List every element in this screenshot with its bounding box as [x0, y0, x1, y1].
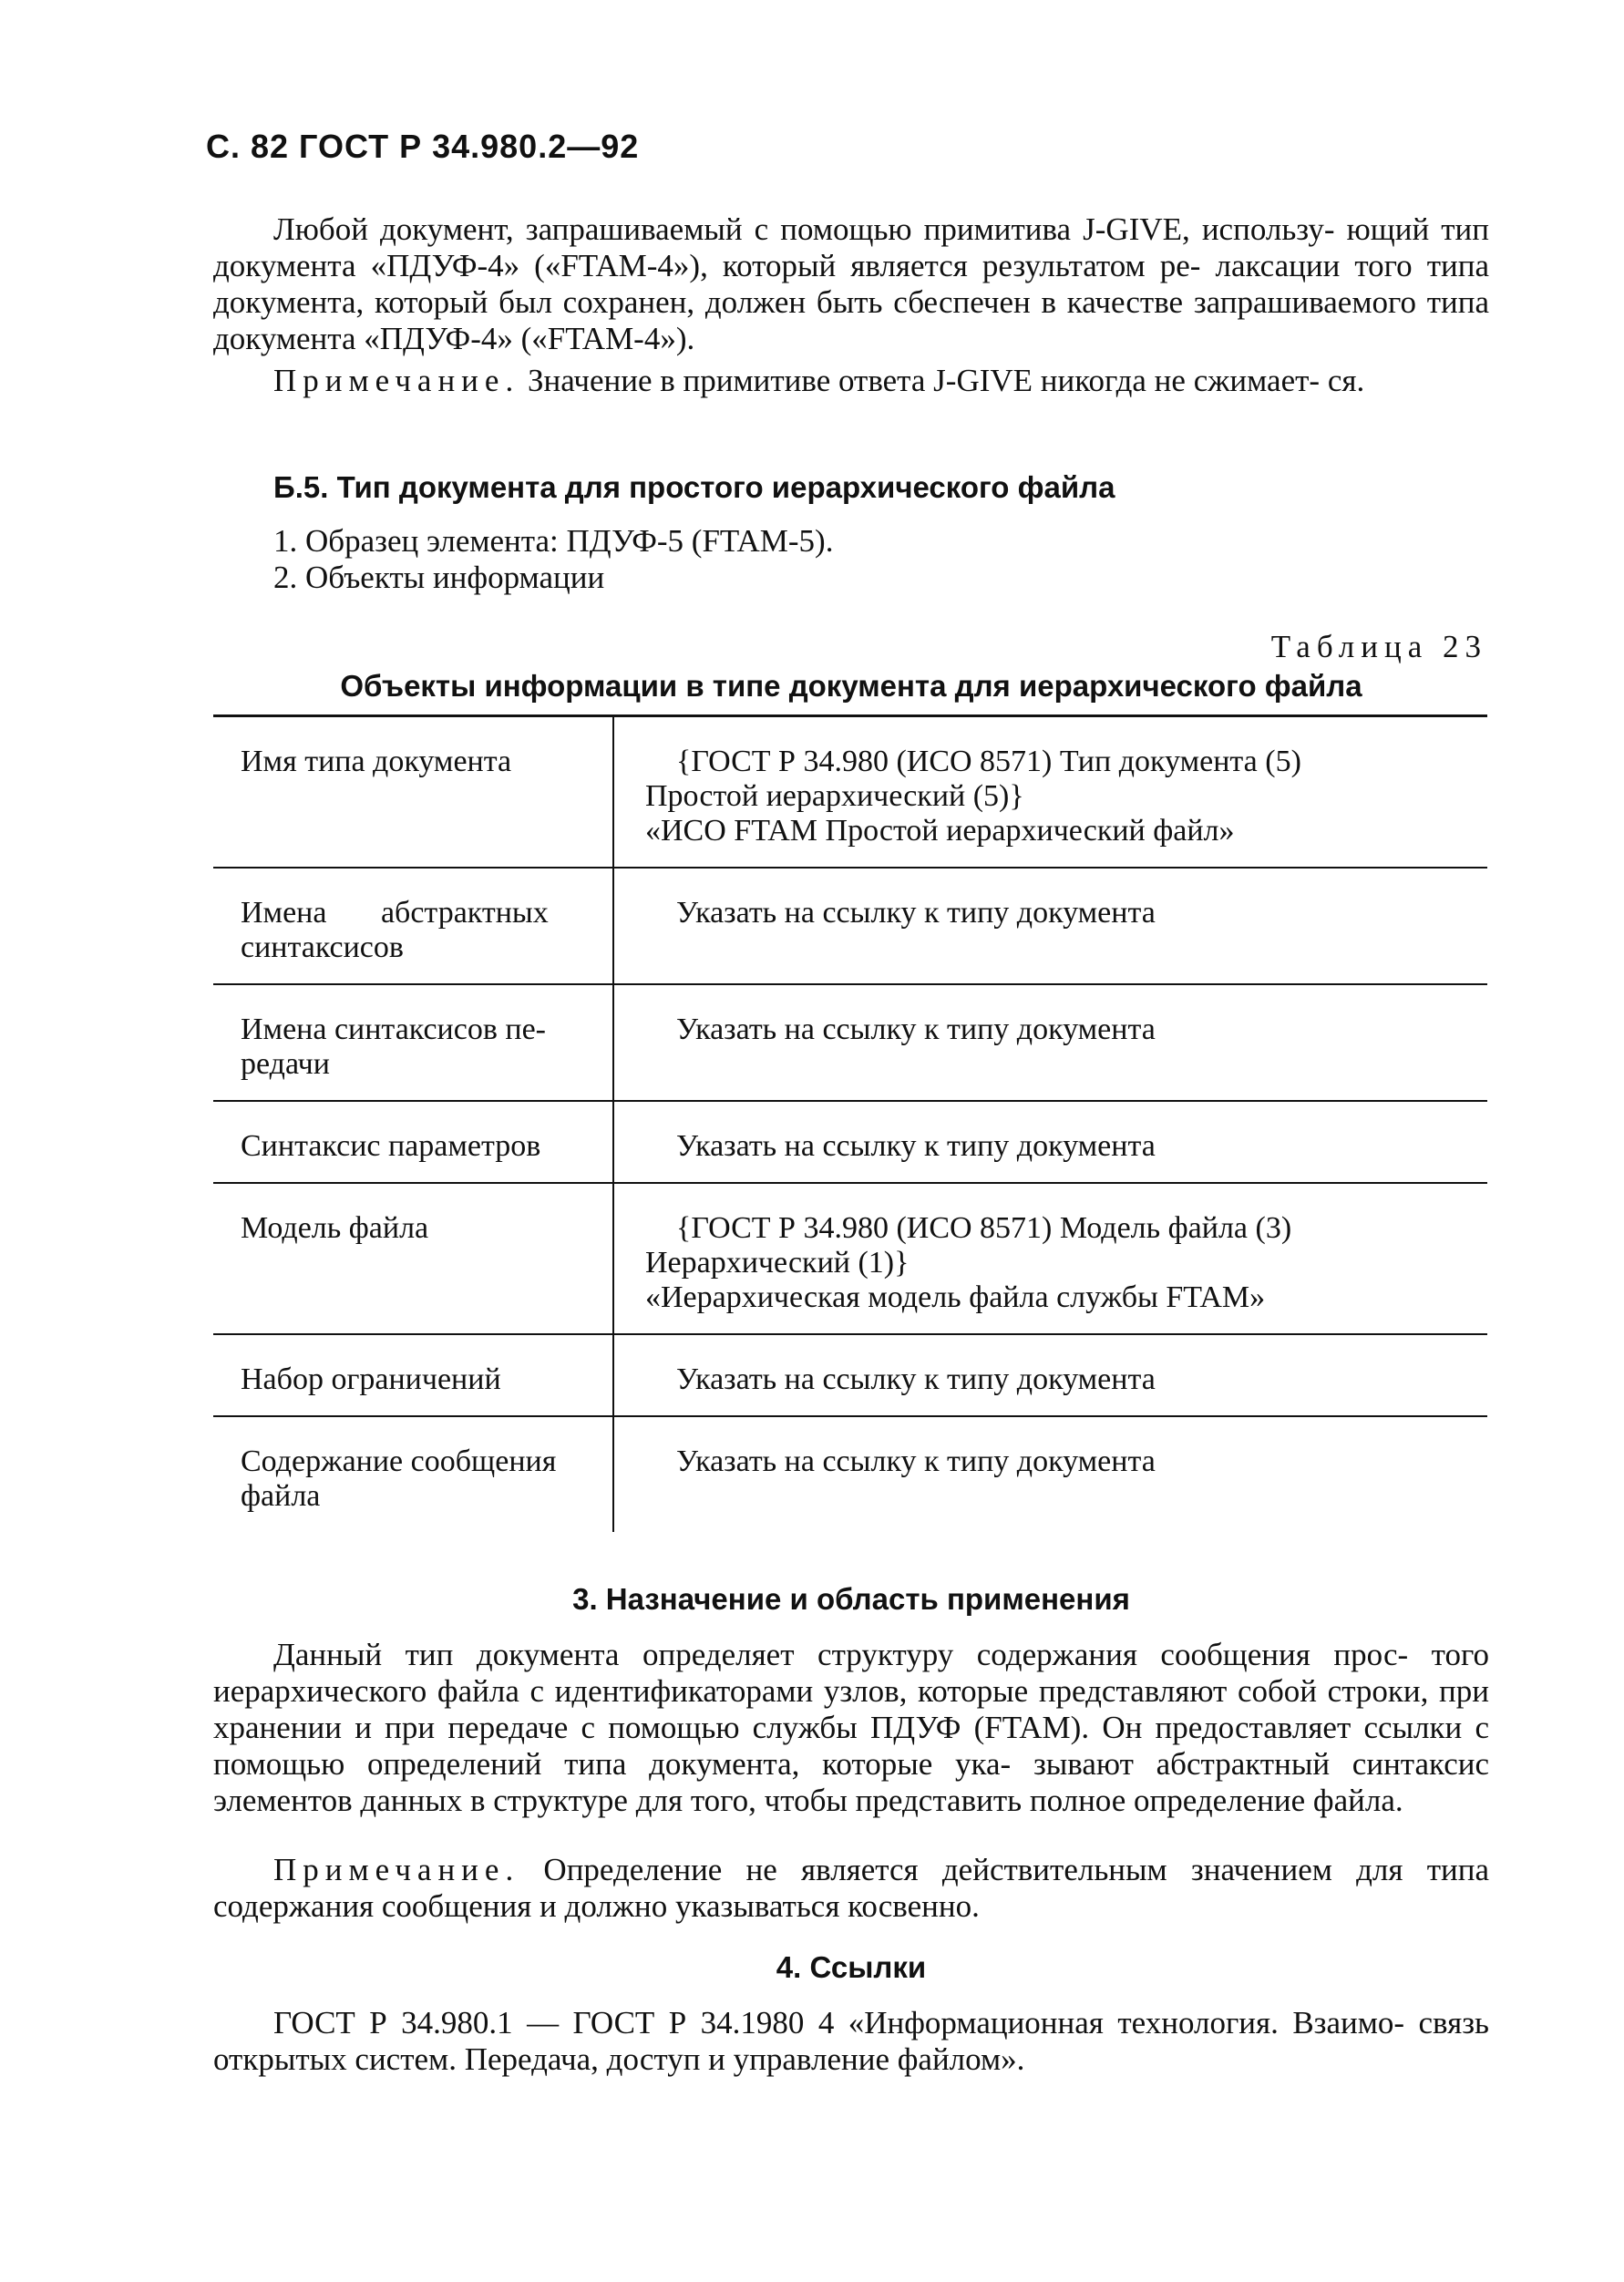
table-cell-name — [213, 985, 614, 1100]
note-label: Примечание. — [273, 363, 520, 398]
intro-paragraph — [213, 211, 1489, 357]
cell-line: синтаксисов — [241, 930, 404, 964]
note-text: типа содержания сообщения и должно указываться косвенно. — [213, 1852, 1489, 1924]
table-cell-value — [614, 1184, 1487, 1333]
section-4-paragraph — [213, 2005, 1489, 2078]
table-cell-name — [213, 1417, 614, 1532]
paragraph-line: Данный тип документа определяет структуру содержания сообщения прос- — [273, 1637, 1409, 1672]
cell-line: Указать на ссылку к типу документа — [676, 1129, 1156, 1163]
table-title: Объекты информации в типе документа для иерархического файла — [340, 669, 1362, 703]
note-text: ся. — [1327, 363, 1365, 398]
note-1 — [213, 363, 1489, 399]
paragraph-line: того иерархического файла с идентификаторами узлов, которые представляют — [213, 1637, 1489, 1709]
cell-line: Указать на ссылку к типу документа — [676, 896, 1156, 930]
table-cell-value — [614, 1102, 1487, 1182]
table-row — [213, 869, 1487, 985]
cell-line: Имена абстрактных — [241, 896, 549, 930]
table-row — [213, 985, 1487, 1102]
list-item: 2. Объекты информации — [273, 560, 605, 595]
paragraph-line: собой строки, при хранении и при передаче с помощью службы ПДУФ (FTAM). — [213, 1673, 1489, 1745]
cell-line: {ГОСТ Р 34.980 (ИСО 8571) Тип документа (5) — [676, 745, 1301, 778]
intro-line: ющий тип документа «ПДУФ-4» («FTAM-4»), который является результатом ре- — [213, 211, 1490, 283]
table-cell-name — [213, 869, 614, 983]
table-row — [213, 1184, 1487, 1335]
table-cell-value — [614, 869, 1487, 983]
section-3-title: 3. Назначение и область применения — [572, 1582, 1130, 1616]
paragraph-line: Он предоставляет ссылки с помощью определений типа документа, которые ука- — [213, 1710, 1490, 1782]
cell-line: Имена синтаксисов пе- — [241, 1013, 547, 1046]
table-row — [213, 1335, 1487, 1417]
table-cell-name — [213, 1184, 614, 1333]
table-cell-name — [213, 1335, 614, 1415]
table-row — [213, 1102, 1487, 1184]
paragraph-line: зывают абстрактный синтаксис элементов данных в структуре для того, чтобы — [213, 1746, 1489, 1818]
cell-line: «Иерархическая модель файла службы FTAM» — [645, 1280, 1266, 1314]
note-2 — [213, 1852, 1489, 1925]
cell-line: Указать на ссылку к типу документа — [676, 1362, 1156, 1396]
section-3-paragraph — [213, 1637, 1489, 1819]
cell-line: {ГОСТ Р 34.980 (ИСО 8571) Модель файла (3) — [676, 1211, 1292, 1245]
cell-line: «ИСО FTAM Простой иерархический файл» — [645, 814, 1235, 848]
paragraph-line: ГОСТ Р 34.980.1 — ГОСТ Р 34.1980 4 «Информационная технология. Взаимо- — [273, 2005, 1405, 2040]
table-row — [213, 717, 1487, 869]
cell-line: редачи — [241, 1047, 330, 1081]
cell-line: Имя типа документа — [241, 745, 512, 778]
intro-line: качестве запрашиваемого типа документа «ПДУФ-4» («FTAM-4»). — [213, 284, 1489, 356]
table-cell-value — [614, 717, 1487, 867]
info-objects-table — [213, 714, 1487, 1532]
table-cell-value — [614, 1335, 1487, 1415]
table-cell-name — [213, 717, 614, 867]
intro-line: Любой документ, запрашиваемый с помощью примитива J-GIVE, использу- — [273, 211, 1335, 247]
cell-line: Набор ограничений — [241, 1362, 501, 1396]
paragraph-line: связь открытых систем. Передача, доступ и управление файлом». — [213, 2005, 1489, 2077]
cell-line: Модель файла — [241, 1211, 429, 1245]
cell-line: Содержание сообщения — [241, 1444, 557, 1478]
table-cell-value — [614, 985, 1487, 1100]
cell-line: Простой иерархический (5)} — [645, 779, 1024, 813]
section-4-title: 4. Ссылки — [776, 1950, 927, 1984]
table-row — [213, 1417, 1487, 1532]
list-item: 1. Образец элемента: ПДУФ-5 (FTAM-5). — [273, 523, 834, 559]
cell-line: Указать на ссылку к типу документа — [676, 1444, 1156, 1478]
table-cell-value — [614, 1417, 1487, 1532]
intro-line: лаксации того типа документа, который был сохранен, должен быть сбеспечен в — [213, 248, 1489, 320]
cell-line: Иерархический (1)} — [645, 1246, 910, 1280]
cell-line: файла — [241, 1479, 321, 1513]
note-text: Определение не является действительным значением для — [543, 1852, 1403, 1887]
note-label: Примечание. — [273, 1852, 520, 1887]
table-label: Таблица 23 — [1270, 629, 1487, 664]
paragraph-line: представить полное определение файла. — [855, 1783, 1403, 1818]
cell-line: Синтаксис параметров — [241, 1129, 541, 1163]
page-header: С. 82 ГОСТ Р 34.980.2—92 — [206, 128, 640, 165]
section-b5-title: Б.5. Тип документа для простого иерархического файла — [273, 470, 1115, 504]
table-cell-name — [213, 1102, 614, 1182]
cell-line: Указать на ссылку к типу документа — [676, 1013, 1156, 1046]
note-text: Значение в примитиве ответа J-GIVE никогда не сжимает- — [527, 363, 1321, 398]
